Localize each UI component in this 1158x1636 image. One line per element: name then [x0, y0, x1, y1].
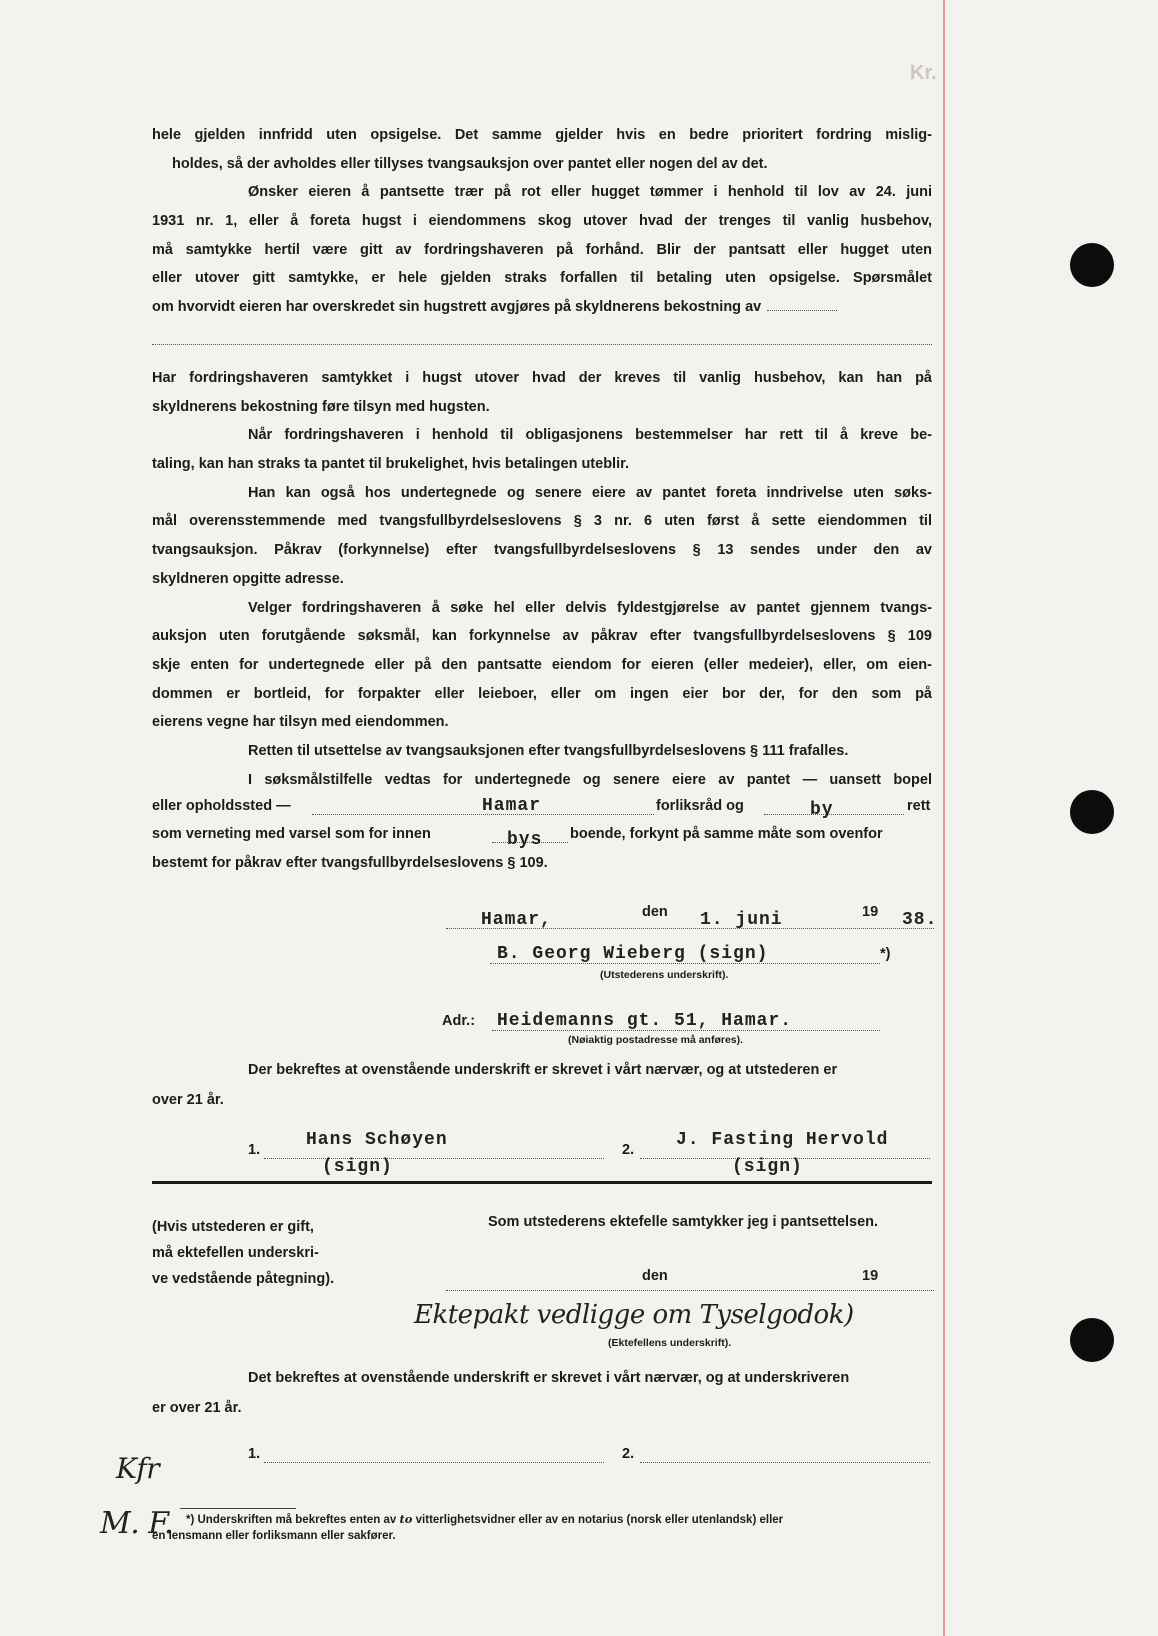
text-line: dommen er bortleid, for forpakter eller leieboer, eller om ingen eier bor der, for den som på — [152, 685, 932, 702]
spouse-caption: (Ektefellens underskrift). — [608, 1337, 732, 1349]
date-year: 38. — [902, 910, 938, 930]
text-line: Når fordringshaveren i henhold til obligasjonens bestemmelser har rett til å kreve be- — [248, 427, 932, 444]
date-place: Hamar, — [481, 910, 552, 930]
footnote-text: vitterlighetsvidner eller av en notarius (norsk eller utenlandsk) eller — [412, 1514, 784, 1526]
court-city: Hamar — [482, 796, 542, 816]
text-line: skyldnerens bekostning føre tilsyn med hugsten. — [152, 398, 490, 415]
witness-confirm-line2: over 21 år. — [152, 1092, 224, 1108]
text-line: eierens vegne har tilsyn med eiendommen. — [152, 714, 449, 731]
footnote-rule — [180, 1508, 296, 1509]
punch-hole — [1070, 790, 1114, 834]
venue-lead: eller opholdssted — — [152, 798, 291, 814]
text-line: 1931 nr. 1, eller å foreta hugst i eiendommens skog utover hvad der trenges til vanlig husbehov, — [152, 213, 932, 230]
witness-2-name: J. Fasting Hervold — [676, 1130, 889, 1150]
second-confirm-line2: er over 21 år. — [152, 1400, 242, 1416]
text-line: auksjon uten forutgående søksmål, kan forkynnelse av påkrav efter tvangsfullbyrdelseslovens § 109 — [152, 628, 932, 645]
issuer-signature: B. Georg Wieberg (sign) — [497, 944, 769, 964]
body-block-2 — [152, 364, 932, 794]
punch-hole — [1070, 243, 1114, 287]
witness-2-number: 2. — [622, 1142, 635, 1158]
footnote-handwritten-to: to — [399, 1512, 413, 1526]
spouse-note-line: (Hvis utstederen er gift, — [152, 1219, 314, 1235]
text-line: I søksmålstilfelle vedtas for undertegnede og senere eiere av pantet — uansett bopel — [248, 771, 932, 788]
venue-forliksrad: forliksråd og — [656, 798, 744, 814]
punch-hole — [1070, 1318, 1114, 1362]
text-line: tvangsauksjon. Påkrav (forkynnelse) efter tvangsfullbyrdelseslovens § 13 sendes under den av — [152, 542, 932, 559]
text-line: Ønsker eieren å pantsette trær på rot eller hugget tømmer i henhold til lov av 24. juni — [248, 184, 932, 201]
faint-header: Kr. — [910, 62, 937, 84]
spouse-note — [152, 1214, 334, 1292]
handwritten-initials: Kfr — [116, 1452, 160, 1485]
blank-line — [264, 1158, 604, 1159]
venue-rett: rett — [907, 798, 931, 814]
text-line: Har fordringshaveren samtykket i hugst utover hvad der kreves til vanlig husbehov, kan han på — [152, 370, 932, 386]
date-century: 19 — [862, 904, 879, 920]
spouse-century: 19 — [862, 1268, 879, 1284]
text-line: Velger fordringshaveren å søke hel eller delvis fyldestgjørelse av pantet gjennem tvangs- — [248, 599, 932, 616]
witness-confirm-line1: Der bekreftes at ovenstående underskrift er skrevet i vårt nærvær, og at utstederen er — [248, 1062, 838, 1078]
spouse-handwritten-note: Ektepakt vedligge om Tyselgodok) — [414, 1300, 854, 1330]
text-line: mål overensstemmende med tvangsfullbyrdelseslovens § 3 nr. 6 uten først å sette eiendommen til — [152, 513, 932, 530]
section-rule — [152, 1181, 932, 1184]
blank-line — [152, 344, 932, 345]
blank-line — [446, 1290, 934, 1291]
handwritten-initials-2: M. F. — [100, 1506, 173, 1541]
witness-1-sign: (sign) — [322, 1157, 393, 1177]
second-witness-2-number: 2. — [622, 1446, 635, 1462]
text-line — [152, 293, 932, 322]
witness-1-number: 1. — [248, 1142, 261, 1158]
text-line-content: om hvorvidt eieren har overskredet sin hugstrett avgjøres på skyldnerens bekostning av — [152, 299, 762, 316]
spouse-den: den — [642, 1268, 668, 1284]
text-line: skyldneren opgitte adresse. — [152, 570, 344, 587]
venue-line2-tail: boende, forkynt på samme måte som ovenfor — [570, 826, 883, 842]
text-line: skje enten for undertegnede eller på den pantsatte eiendom for eieren (eller medeier), eller, om eien- — [152, 656, 932, 673]
date-day: 1. juni — [700, 910, 783, 930]
blank-line — [640, 1462, 930, 1463]
text-line: Retten til utsettelse av tvangsauksjonen efter tvangsfullbyrdelseslovens § 111 frafalles. — [248, 742, 849, 759]
venue-line2-lead: som verneting med varsel som for innen — [152, 826, 431, 842]
witness-1-name: Hans Schøyen — [306, 1130, 448, 1150]
footnote-text: *) Underskriften må bekreftes enten av — [186, 1514, 400, 1526]
residence: bys — [507, 830, 543, 850]
text-line: hele gjelden innfridd uten opsigelse. Det samme gjelder hvis en bedre prioritert fordring mislig- — [152, 127, 932, 143]
footnote-line1 — [186, 1512, 783, 1526]
blank-line — [764, 814, 904, 815]
second-confirm-line1: Det bekreftes at ovenstående underskrift er skrevet i vårt nærvær, og at underskriveren — [248, 1370, 850, 1386]
spouse-consent: Som utstederens ektefelle samtykker jeg i pantsettelsen. — [488, 1214, 879, 1230]
footnote-line2: en lensmann eller forliksmann eller sakfører. — [152, 1530, 396, 1542]
text-line: taling, kan han straks ta pantet til brukelighet, hvis betalingen uteblir. — [152, 456, 629, 473]
blank-line — [264, 1462, 604, 1463]
text-line: Han kan også hos undertegnede og senere eiere av pantet foreta inndrivelse uten søks- — [248, 484, 932, 501]
spouse-note-line: må ektefellen underskri- — [152, 1245, 319, 1261]
text-line: holdes, så der avholdes eller tillyses tvangsauksjon over pantet eller nogen del av det. — [172, 155, 768, 172]
witness-2-sign: (sign) — [732, 1157, 803, 1177]
text-line: må samtykke hertil være gitt av fordringshaveren på forhånd. Blir der pantsatt eller hugget uten — [152, 241, 932, 258]
address-label: Adr.: — [442, 1013, 476, 1029]
date-den: den — [642, 904, 668, 920]
blank-field — [767, 296, 837, 311]
margin-rule — [943, 0, 945, 1636]
venue-line3: bestemt for påkrav efter tvangsfullbyrdelseslovens § 109. — [152, 855, 548, 871]
text-line: eller utover gitt samtykke, er hele gjelden straks forfallen til betaling uten opsigelse. Spørsmålet — [152, 270, 932, 287]
issuer-signature-caption: (Utstederens underskrift). — [600, 969, 729, 981]
issuer-star: *) — [880, 946, 891, 962]
address-caption: (Nøiaktig postadresse må anføres). — [568, 1034, 744, 1046]
body-block-1 — [152, 121, 932, 322]
issuer-address: Heidemanns gt. 51, Hamar. — [497, 1011, 793, 1031]
second-witness-1-number: 1. — [248, 1446, 261, 1462]
spouse-note-line: ve vedstående påtegning). — [152, 1271, 335, 1287]
court-type: by — [810, 800, 834, 820]
